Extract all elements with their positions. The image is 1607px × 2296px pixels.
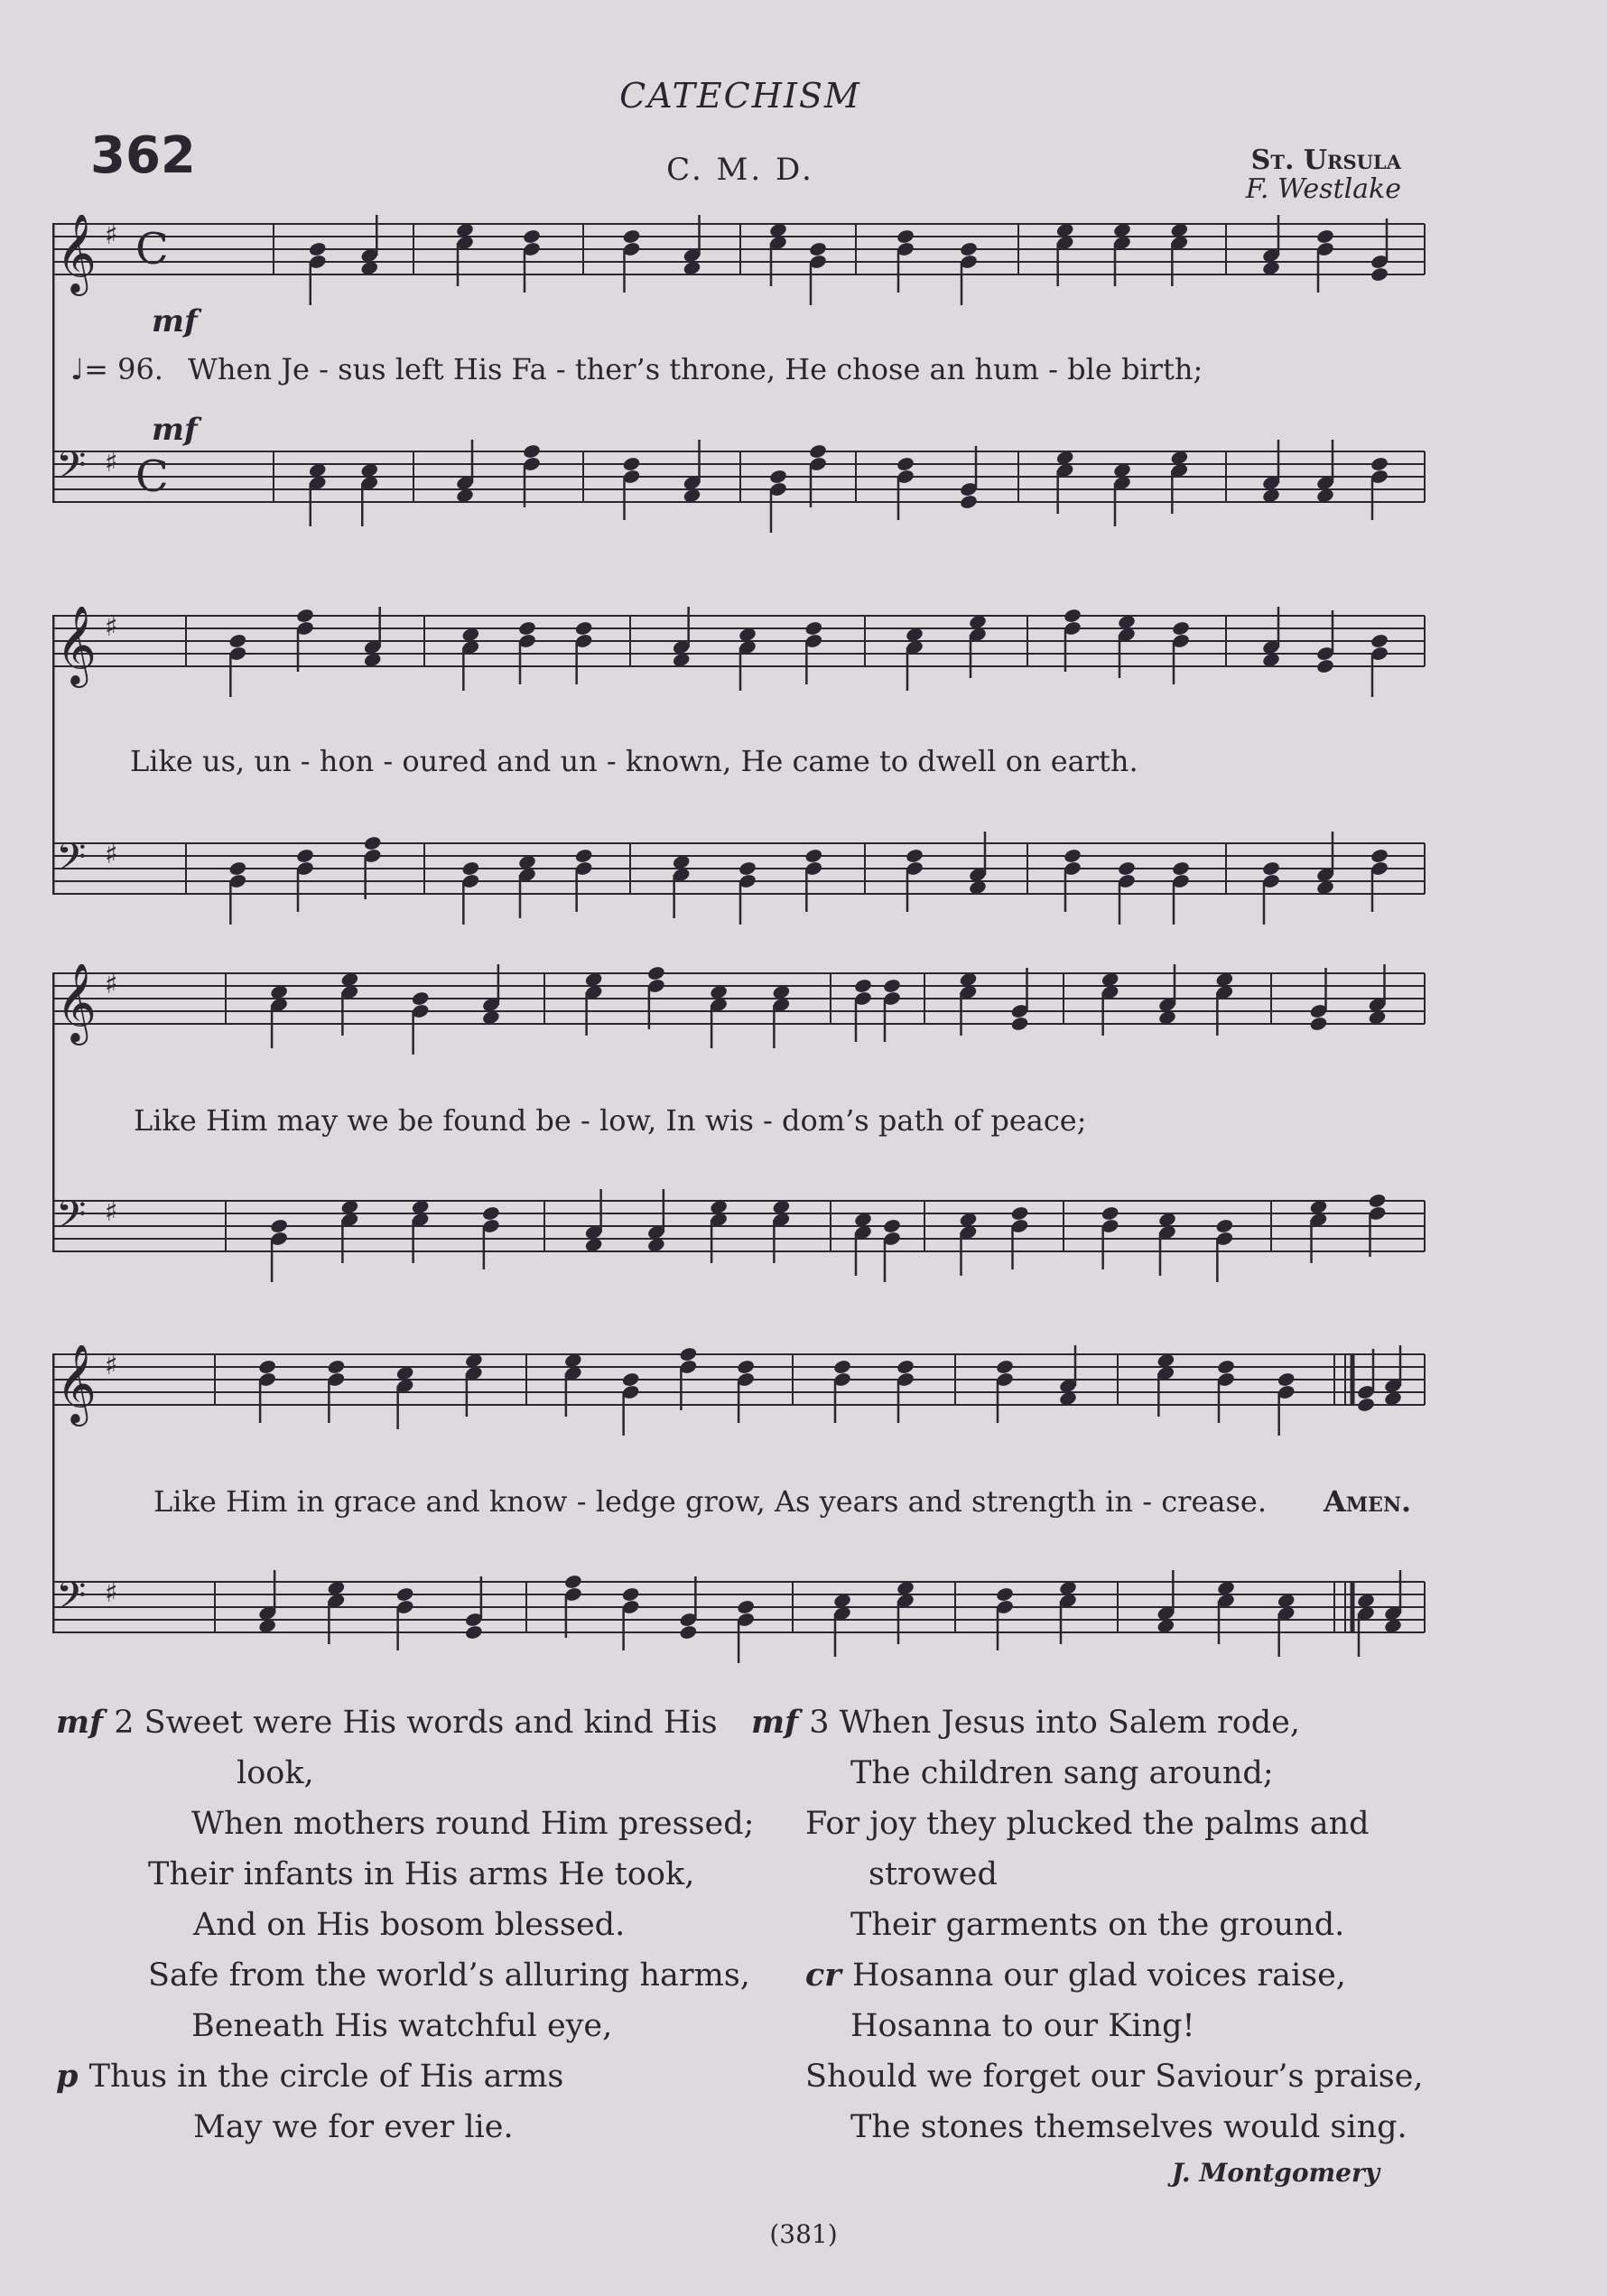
notehead: [622, 456, 641, 472]
notehead: [228, 633, 247, 649]
verse-line: [56, 2102, 754, 2152]
key-signature-sharp-icon: ♯: [105, 1350, 118, 1381]
bass-clef-icon: 𝄢: [56, 1193, 87, 1247]
notehead: [1370, 848, 1389, 864]
hymn-meter: C. M. D.: [666, 152, 814, 188]
notehead: [896, 456, 915, 472]
notehead: [464, 1624, 483, 1641]
notehead: [1370, 633, 1389, 649]
verse-dynamic-mark: cr: [805, 1957, 852, 1994]
notehead: [1277, 1371, 1296, 1388]
treble-clef-icon: 𝄞: [56, 607, 97, 684]
notehead: [736, 1359, 755, 1375]
verse-line: [751, 1697, 1424, 1748]
verse-text: For joy they plucked the palms and: [805, 1806, 1370, 1842]
dynamic-mark: mf: [152, 303, 198, 339]
notehead: [736, 1599, 755, 1615]
verse-dynamic-mark: mf: [751, 1704, 810, 1741]
key-signature-sharp-icon: ♯: [105, 1196, 118, 1228]
notehead: [1315, 658, 1334, 674]
notehead: [882, 978, 901, 994]
verse-text: And on His bosom blessed.: [193, 1907, 626, 1943]
notehead: [882, 1218, 901, 1234]
section-title: CATECHISM: [619, 76, 861, 116]
notehead: [738, 860, 757, 877]
verse-line: [751, 1799, 1424, 1849]
notehead: [808, 443, 827, 460]
notehead: [995, 1359, 1014, 1375]
notehead: [959, 241, 978, 257]
key-signature-sharp-icon: ♯: [105, 969, 118, 1000]
lyric-line-4: Like Him in grace and know - ledge grow, As years and strength in - crease.: [153, 1484, 1267, 1519]
verse-line: [751, 2051, 1424, 2102]
notehead: [1356, 1397, 1375, 1413]
verse-text: 3 When Jesus into Salem rode,: [809, 1705, 1301, 1741]
key-signature-sharp-icon: ♯: [105, 1577, 118, 1609]
verse-line: [56, 1799, 754, 1849]
verse-text: Hosanna to our King!: [850, 2008, 1195, 2044]
verse-text: 2 Sweet were His words and kind His: [114, 1705, 718, 1741]
notehead: [1261, 860, 1280, 877]
notehead: [574, 620, 593, 637]
notehead: [522, 443, 541, 460]
notehead: [1171, 860, 1190, 877]
verse-text: Hosanna our glad voices raise,: [851, 1957, 1346, 1994]
notehead: [1370, 456, 1389, 472]
staff-pair: [52, 1345, 1426, 1706]
verse-line: [56, 1697, 754, 1748]
key-signature-sharp-icon: ♯: [105, 447, 118, 479]
notehead: [896, 1359, 915, 1375]
treble-clef-icon: 𝄞: [56, 964, 97, 1042]
notehead: [621, 1371, 640, 1388]
verse-text: Beneath His watchful eye,: [191, 2008, 613, 2044]
bass-clef-icon: 𝄢: [56, 443, 87, 497]
notehead: [228, 860, 247, 877]
verse-line: [56, 2001, 754, 2051]
notehead: [1171, 620, 1190, 637]
notehead: [896, 228, 915, 245]
verse-line: [56, 1849, 754, 1900]
notehead: [1063, 608, 1082, 624]
verse-text: The stones themselves would sing.: [850, 2109, 1407, 2145]
notehead: [804, 620, 823, 637]
treble-clef-icon: 𝄞: [56, 1345, 97, 1423]
verses-left-column: [56, 1697, 754, 2152]
notehead: [1010, 1205, 1029, 1222]
notehead: [563, 1574, 582, 1590]
notehead: [522, 228, 541, 245]
notehead: [1010, 1016, 1029, 1032]
verse-text: The children sang around;: [850, 1755, 1274, 1791]
notehead: [832, 1359, 851, 1375]
common-time-icon: C: [135, 451, 169, 502]
tune-credit: [1246, 146, 1401, 204]
notehead: [517, 620, 536, 637]
verse-line: [751, 1748, 1424, 1799]
notehead: [1063, 848, 1082, 864]
notehead: [411, 990, 430, 1007]
tempo-marking: ♩= 96.: [70, 352, 163, 386]
notehead: [269, 1218, 288, 1234]
verse-text: Safe from the world’s alluring harms,: [148, 1957, 750, 1994]
bass-clef-icon: 𝄢: [56, 1574, 87, 1628]
music-system-1: [52, 215, 1426, 576]
verse-line: [751, 1900, 1424, 1950]
verse-text: look,: [237, 1755, 314, 1791]
dynamic-mark-bass: mf: [152, 412, 198, 448]
notehead: [768, 469, 787, 485]
verse-line: [56, 2051, 754, 2102]
music-system-4: [52, 1345, 1426, 1706]
key-signature-sharp-icon: ♯: [105, 611, 118, 643]
notehead: [574, 848, 593, 864]
author-credit: J. Montgomery: [1171, 2158, 1379, 2188]
notehead: [1215, 1218, 1234, 1234]
verse-line: [56, 1900, 754, 1950]
notehead: [257, 1359, 276, 1375]
hymn-number: 362: [90, 126, 196, 185]
verse-line: [56, 1748, 754, 1799]
music-system-3: [52, 964, 1426, 1325]
notehead: [646, 965, 665, 981]
notehead: [1216, 1359, 1235, 1375]
verses-right-column: [751, 1697, 1424, 2152]
verse-text: Their garments on the ground.: [850, 1907, 1345, 1943]
notehead: [327, 1359, 346, 1375]
notehead: [461, 860, 480, 877]
notehead: [853, 978, 872, 994]
notehead: [1117, 860, 1136, 877]
tune-name: St. Ursula: [1250, 144, 1401, 176]
notehead: [1368, 1193, 1387, 1209]
verse-line: [751, 1849, 1424, 1900]
notehead: [395, 1586, 414, 1603]
notehead: [1101, 1205, 1119, 1222]
notehead: [1315, 228, 1334, 245]
verse-text: Should we forget our Saviour’s praise,: [805, 2059, 1424, 2095]
amen-label: Amen.: [1324, 1484, 1412, 1519]
notehead: [804, 848, 823, 864]
notehead: [679, 1624, 698, 1641]
verse-text: May we for ever lie.: [193, 2109, 514, 2145]
notehead: [621, 1586, 640, 1603]
notehead: [995, 1586, 1014, 1603]
verse-text: Thus in the circle of His arms: [88, 2059, 564, 2095]
verse-line: [751, 1950, 1424, 2001]
notehead: [308, 241, 327, 257]
verse-dynamic-mark: p: [56, 2058, 89, 2095]
notehead: [1370, 266, 1389, 283]
composer-name: F. Westlake: [1245, 173, 1401, 205]
common-time-icon: C: [135, 224, 169, 274]
page-number: (381): [769, 2219, 838, 2249]
notehead: [959, 494, 978, 510]
notehead: [1309, 1016, 1328, 1032]
notehead: [622, 228, 641, 245]
verse-dynamic-mark: mf: [56, 1704, 115, 1741]
key-signature-sharp-icon: ♯: [105, 839, 118, 870]
key-signature-sharp-icon: ♯: [105, 219, 118, 251]
music-system-2: [52, 607, 1426, 968]
verse-line: [751, 2001, 1424, 2051]
verse-text: Their infants in His arms He took,: [148, 1856, 695, 1892]
notehead: [679, 1346, 698, 1362]
lyric-line-1: When Je - sus left His Fa - ther’s throne, He chose an hum - ble birth;: [188, 352, 1203, 386]
notehead: [481, 1205, 500, 1222]
notehead: [295, 608, 314, 624]
staff-pair: [52, 215, 1426, 576]
lyric-line-3: Like Him may we be found be - low, In wis - dom’s path of peace;: [134, 1103, 1087, 1138]
lyric-line-2: Like us, un - hon - oured and un - known, He came to dwell on earth.: [130, 744, 1138, 778]
staff-pair: [52, 964, 1426, 1325]
staff-pair: [52, 607, 1426, 968]
bass-clef-icon: 𝄢: [56, 835, 87, 889]
notehead: [295, 848, 314, 864]
verse-line: [751, 2102, 1424, 2152]
notehead: [363, 835, 382, 851]
verse-line: [56, 1950, 754, 2001]
verse-text: When mothers round Him pressed;: [191, 1806, 755, 1842]
treble-clef-icon: 𝄞: [56, 215, 97, 293]
notehead: [905, 848, 924, 864]
verse-text: strowed: [869, 1856, 998, 1892]
notehead: [808, 241, 827, 257]
